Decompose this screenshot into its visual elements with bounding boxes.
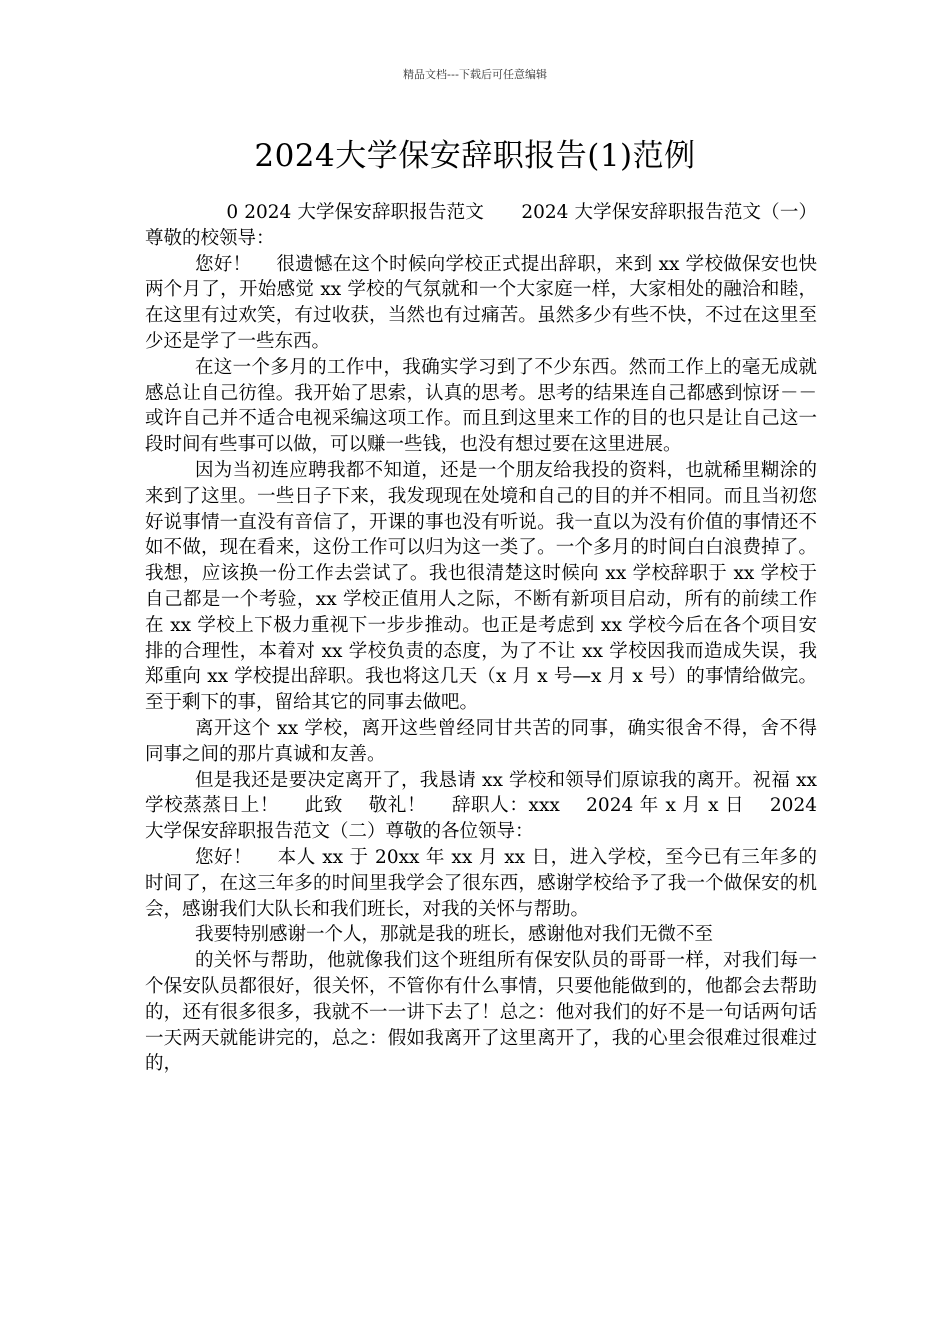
paragraph-4: 因为当初连应聘我都不知道，还是一个朋友给我投的资料，也就稀里糊涂的来到了这里。一些日子下来，我发现现在处境和自己的目的并不相同。而且当初您好说事情一直没有音信了，开课的事也没有听说。我一直以为没有价值的事情还不如不做，现在看来，这份工作可以归为这一类了。一个多月的时间白白浪费掉了。我想，应该换一份工作去尝试了。我也很清楚这时候向 xx 学校辞职于 xx 学校于自己都是一个考验，xx 学校正值用人之际，不断有新项目启动，所有的前续工作在 xx 学校上下极力重视下一步步推动。也正是考虑到 xx 学校今后在各个项目安排的合理性，本着对 xx 学校负责的态度，为了不让 xx 学校因我而造成失误，我郑重向 xx 学校提出辞职。我也将这几天（x 月 x 号—x 月 x 号）的事情给做完。至于剩下的事，留给其它的同事去做吧。 xyxy=(145,459,817,714)
paragraph-7: 您好！ 本人 xx 于 20xx 年 xx 月 xx 日，进入学校，至今已有三年多的时间了，在这三年多的时间里我学会了很东西，感谢学校给予了我一个做保安的机会，感谢我们大队长和我们班长，对我的关怀与帮助。 xyxy=(145,846,817,920)
document-title: 2024大学保安辞职报告(1)范例 xyxy=(254,138,696,174)
paragraph-5: 离开这个 xx 学校，离开这些曾经同甘共苦的同事，确实很舍不得，舍不得同事之间的那片真诚和友善。 xyxy=(145,717,817,765)
paragraph-3: 在这一个多月的工作中，我确实学习到了不少东西。然而工作上的毫无成就感总让自己彷徨。我开始了思索，认真的思考。思考的结果连自己都感到惊讶－－或许自己并不适合电视采编这项工作。而且到这里来工作的目的也只是让自己这一段时间有些事可以做，可以赚一些钱，也没有想过要在这里进展。 xyxy=(145,356,817,456)
paragraph-8: 我要特别感谢一个人，那就是我的班长，感谢他对我们无微不至 xyxy=(194,924,713,946)
paragraph-2: 您好！ 很遗憾在这个时候向学校正式提出辞职，来到 xx 学校做保安也快两个月了，开始感觉 xx 学校的气氛就和一个大家庭一样，大家相处的融洽和睦，在这里有过欢笑，有过收获，当然也有过痛苦。虽然多少有些不快，不过在这里至少还是学了一些东西。 xyxy=(145,253,817,352)
paragraph-1: 0 2024 大学保安辞职报告范文 2024 大学保安辞职报告范文（一）尊敬的校领导： xyxy=(145,202,817,249)
document-body xyxy=(145,200,817,1077)
page-header: 精品文档---下载后可任意编辑 xyxy=(403,68,547,81)
paragraph-6: 但是我还是要决定离开了，我恳请 xx 学校和领导们原谅我的离开。祝福 xx 学校蒸蒸日上！ 此致 敬礼！ 辞职人：xxx 2024 年 x 月 x 日 2024 大学保安辞职报告范文（二）尊敬的各位领导： xyxy=(145,769,817,843)
paragraph-9: 的关怀与帮助，他就像我们这个班组所有保安队员的哥哥一样，对我们每一个保安队员都很好，很关怀，不管你有什么事情，只要他能做到的，他都会去帮助的，还有很多很多，我就不一一讲下去了！总之：他对我们的好不是一句话两句话一天两天就能讲完的，总之：假如我离开了这里离开了，我的心里会很难过很难过的， xyxy=(145,950,817,1075)
